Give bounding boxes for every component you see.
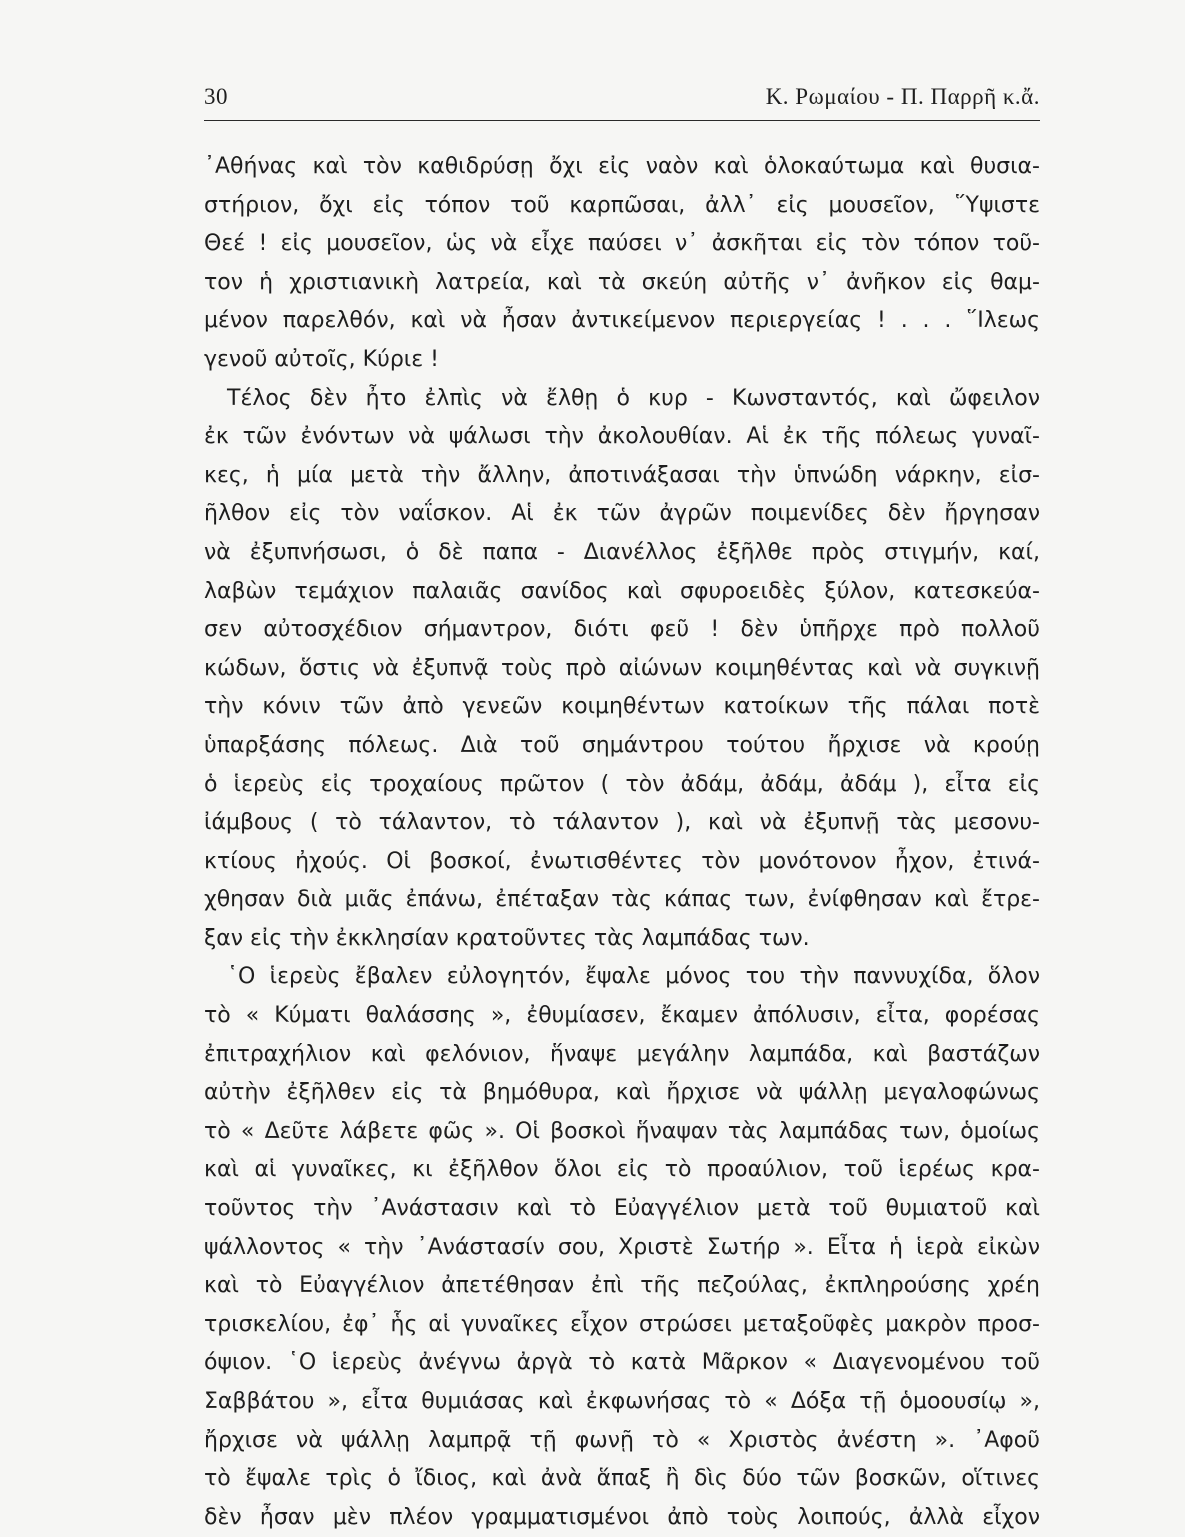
text-line: τὸ « Κύματι θαλάσσης », ἐθυμίασεν, ἔκαμεν ἀπόλυσιν, εἶτα, φορέσας [204,1003,1040,1029]
text-line: ψάλλοντος « τὴν ᾿Ανάστασίν σου, Χριστὲ Σωτήρ ». Εἶτα ἡ ἱερὰ εἰκὼν [204,1234,1040,1260]
text-line: καὶ τὸ Εὐαγγέλιον ἀπετέθησαν ἐπὶ τῆς πεζούλας, ἐκπληρούσης χρέη [204,1273,1040,1299]
header-rule [204,120,1040,121]
text-line: τὴν κόνιν τῶν ἀπὸ γενεῶν κοιμηθέντων κατοίκων τῆς πάλαι ποτὲ [204,694,1040,720]
text-line: σεν αὐτοσχέδιον σήμαντρον, διότι φεῦ ! δὲν ὑπῆρχε πρὸ πολλοῦ [204,617,1040,643]
text-line: ἐκ τῶν ἐνόντων νὰ ψάλωσι τὴν ἀκολουθίαν. Αἱ ἐκ τῆς πόλεως γυναῖ- [204,424,1040,450]
text-line: λαβὼν τεμάχιον παλαιᾶς σανίδος καὶ σφυροειδὲς ξύλον, κατεσκεύα- [204,578,1040,604]
page-number: 30 [204,84,228,109]
text-line: μένον παρελθόν, καὶ νὰ ἦσαν ἀντικείμενον περιεργείας ! . . . ῞Ιλεως [204,308,1040,334]
text-line: Σαββάτου », εἶτα θυμιάσας καὶ ἐκφωνήσας τὸ « Δόξα τῇ ὁμοουσίῳ », [204,1389,1040,1414]
text-line: ἤρχισε νὰ ψάλλῃ λαμπρᾷ τῇ φωνῇ τὸ « Χριστὸς ἀνέστη ». ᾿Αφοῦ [204,1427,1040,1453]
text-line: γενοῦ αὐτοῖς, Κύριε ! [204,346,439,372]
text-line: τοῦντος τὴν ᾿Ανάστασιν καὶ τὸ Εὐαγγέλιον μετὰ τοῦ θυμιατοῦ καὶ [204,1196,1040,1222]
text-line: τὸ ἔψαλε τρὶς ὁ ἴδιος, καὶ ἀνὰ ἅπαξ ἢ δὶς δύο τῶν βοσκῶν, οἵτινες [204,1466,1040,1492]
page-header [204,84,1040,114]
text-line: κες, ἡ μία μετὰ τὴν ἄλλην, ἀποτινάξασαι τὴν ὑπνώδη νάρκην, εἰσ- [204,462,1040,488]
text-line: Θεέ ! εἰς μουσεῖον, ὡς νὰ εἶχε παύσει ν᾿ ἀσκῆται εἰς τὸν τόπον τοῦ- [204,231,1040,257]
text-line: αὐτὴν ἐξῆλθεν εἰς τὰ βημόθυρα, καὶ ἤρχισε νὰ ψάλλῃ μεγαλοφώνως [204,1080,1040,1106]
text-line: ἐπιτραχήλιον καὶ φελόνιον, ἥναψε μεγάλην λαμπάδα, καὶ βαστάζων [204,1041,1040,1067]
text-line: ἰάμβους ( τὸ τάλαντον, τὸ τάλαντον ), καὶ νὰ ἐξυπνῇ τὰς μεσονυ- [204,810,1040,836]
text-line: κώδων, ὅστις νὰ ἐξυπνᾷ τοὺς πρὸ αἰώνων κοιμηθέντας καὶ νὰ συγκινῇ [204,655,1040,681]
text-line: τον ἡ χριστιανικὴ λατρεία, καὶ τὰ σκεύη αὐτῆς ν᾿ ἀνῆκον εἰς θαμ- [204,269,1040,295]
body-text [204,148,1040,1537]
text-line: στήριον, ὄχι εἰς τόπον τοῦ καρπῶσαι, ἀλλ᾿ εἰς μουσεῖον, ῞Υψιστε [204,192,1040,218]
text-line: δὲν ἦσαν μὲν πλέον γραμματισμένοι ἀπὸ τοὺς λοιπούς, ἀλλὰ εἶχον [204,1504,1040,1530]
running-head: Κ. Ρωμαίου - Π. Παρρῆ κ.ἄ. [765,84,1040,109]
text-line: ῾Ο ἱερεὺς ἔβαλεν εὐλογητόν, ἔψαλε μόνος του τὴν παννυχίδα, ὅλον [227,964,1040,990]
text-line: ὁ ἱερεὺς εἰς τροχαίους πρῶτον ( τὸν ἀδάμ, ἀδάμ, ἀδάμ ), εἶτα εἰς [204,771,1040,797]
text-line: ῆλθον εἰς τὸν ναΐσκον. Αἱ ἐκ τῶν ἀγρῶν ποιμενίδες δὲν ἤργησαν [204,501,1040,527]
text-line: χθησαν διὰ μιᾶς ἐπάνω, ἐπέταξαν τὰς κάπας των, ἐνίφθησαν καὶ ἔτρε- [204,887,1040,913]
text-line: ὑπαρξάσης πόλεως. Διὰ τοῦ σημάντρου τούτου ἤρχισε νὰ κρούῃ [204,732,1040,758]
text-line: κτίους ἠχούς. Οἱ βοσκοί, ἐνωτισθέντες τὸν μονότονον ἦχον, ἐτινά- [204,848,1040,874]
text-line: Τέλος δὲν ἦτο ἐλπὶς νὰ ἔλθῃ ὁ κυρ - Κωνσταντός, καὶ ὤφειλον [227,385,1040,411]
text-line: τρισκελίου, ἐφ᾿ ἧς αἱ γυναῖκες εἶχον στρώσει μεταξοῦφὲς μακρὸν προσ- [204,1311,1040,1337]
text-line: όψιον. ῾Ο ἱερεὺς ἀνέγνω ἀργὰ τὸ κατὰ Μᾶρκον « Διαγενομένου τοῦ [204,1350,1040,1376]
text-line: καὶ αἱ γυναῖκες, κι ἐξῆλθον ὅλοι εἰς τὸ προαύλιον, τοῦ ἱερέως κρα- [204,1157,1040,1183]
text-line: τὸ « Δεῦτε λάβετε φῶς ». Οἱ βοσκοὶ ἥναψαν τὰς λαμπάδας των, ὁμοίως [204,1118,1040,1144]
text-line: ξαν εἰς τὴν ἐκκλησίαν κρατοῦντες τὰς λαμπάδας των. [204,925,810,951]
text-line: ᾿Αθήνας καὶ τὸν καθιδρύσῃ ὄχι εἰς ναὸν καὶ ὁλοκαύτωμα καὶ θυσια- [204,154,1040,179]
text-line: νὰ ἐξυπνήσωσι, ὁ δὲ παπα - Διανέλλος ἐξῆλθε πρὸς στιγμήν, καί, [204,539,1040,565]
